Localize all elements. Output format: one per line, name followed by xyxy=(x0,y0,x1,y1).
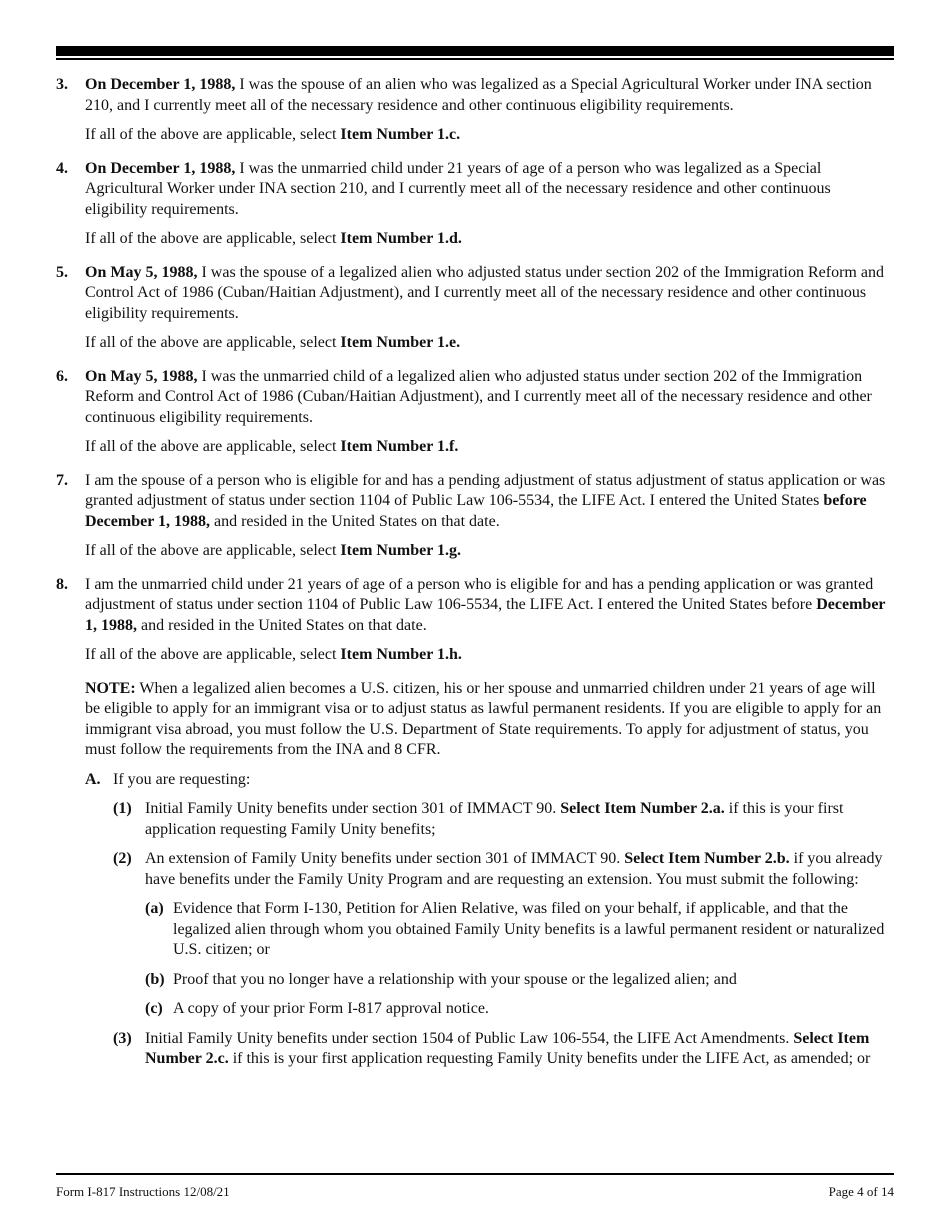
item-date: before December 1, 1988, xyxy=(85,492,867,530)
subitem-label: (2) xyxy=(113,850,132,867)
item-number: 6. xyxy=(56,367,68,385)
item-body: I was the unmarried child of a legalized alien who adjusted status under section 202 of the Immigration Reform and Control Act of 1986 (Cuban/Haitian Adjustment), and I currently meet all of the necessary residence and other continuous eligibility requirements. xyxy=(85,367,872,426)
subitem-text: Evidence that Form I-130, Petition for Alien Relative, was filed on your behalf, if applicable, and that the legalized alien through whom you obtained Family Unity benefits is a lawful permanent resident or naturalized U.S. citizen; or xyxy=(173,900,885,958)
subitem-text xyxy=(145,799,894,840)
footer-page-number: Page 4 of 14 xyxy=(828,1184,894,1199)
document-body xyxy=(56,75,894,1079)
subitem-2 xyxy=(113,849,894,890)
list-item-5 xyxy=(56,263,894,325)
select-item-ref: Item Number 1.g. xyxy=(340,542,461,559)
subitem-text: A copy of your prior Form I-817 approval notice. xyxy=(173,1000,489,1017)
subitem-label: (c) xyxy=(145,1000,163,1017)
select-instruction xyxy=(85,333,894,354)
subitem-2b xyxy=(145,970,894,991)
item-date: December 1, 1988, xyxy=(85,596,886,634)
subitem-text xyxy=(145,1029,894,1070)
subitem-text xyxy=(145,849,894,890)
list-item-4 xyxy=(56,159,894,221)
item-text xyxy=(85,575,894,637)
item-text xyxy=(85,367,894,429)
select-item-ref: Item Number 1.e. xyxy=(340,334,461,351)
item-number: 8. xyxy=(56,575,68,593)
select-item-ref: Select Item Number 2.a. xyxy=(560,800,725,817)
subitem-body: Initial Family Unity benefits under section 301 of IMMACT 90. xyxy=(145,800,561,817)
item-text xyxy=(85,75,894,116)
top-rule xyxy=(56,46,894,56)
item-text xyxy=(85,471,894,533)
section-text: If you are requesting: xyxy=(113,770,251,788)
note-text: When a legalized alien becomes a U.S. citizen, his or her spouse and unmarried children under 21 years of age will be eligible to apply for an immigrant visa or to adjust status as lawful permanent residents. If you are eligible to apply for an immigrant visa abroad, you must follow the U.S. Department of State requirements. To apply for adjustment of status, you must follow the requirements from the INA and 8 CFR. xyxy=(85,679,882,758)
subitem-text: Proof that you no longer have a relationship with your spouse or the legalized alien; and xyxy=(173,970,737,988)
subitem-body-end: if you already have benefits under the Family Unity Program and are requesting an extension. You must submit the following: xyxy=(145,850,883,888)
select-text: If all of the above are applicable, select xyxy=(85,230,341,247)
subitem-body: Initial Family Unity benefits under section 1504 of Public Law 106-554, the LIFE Act Amendments. xyxy=(145,1029,794,1047)
item-number: 7. xyxy=(56,471,68,489)
subitem-label: (3) xyxy=(113,1029,132,1047)
item-date: On December 1, 1988, xyxy=(85,76,236,93)
section-a xyxy=(85,770,894,791)
select-instruction xyxy=(85,125,894,146)
select-text: If all of the above are applicable, select xyxy=(85,334,341,351)
item-number: 3. xyxy=(56,76,68,93)
select-instruction xyxy=(85,541,894,562)
item-number: 5. xyxy=(56,263,68,281)
select-item-ref: Item Number 1.d. xyxy=(340,230,462,247)
select-text: If all of the above are applicable, select xyxy=(85,438,341,455)
select-instruction xyxy=(85,437,894,458)
select-text: If all of the above are applicable, select xyxy=(85,126,341,143)
subitem-3 xyxy=(113,1029,894,1070)
item-text xyxy=(85,159,894,221)
subitem-2c xyxy=(145,999,894,1020)
subitem-label: (1) xyxy=(113,800,132,817)
subitem-body-end: if this is your first application requesting Family Unity benefits under the LIFE Act, as amended; or xyxy=(228,1050,871,1067)
subitem-body-end: if this is your first application requesting Family Unity benefits; xyxy=(145,800,844,838)
select-item-ref: Select Item Number 2.c. xyxy=(145,1029,870,1067)
list-item-6 xyxy=(56,367,894,429)
footer-form-id: Form I-817 Instructions 12/08/21 xyxy=(56,1184,230,1199)
item-body: I was the spouse of an alien who was legalized as a Special Agricultural Worker under INA section 210, and I currently meet all of the necessary residence and other continuous eligibility requirements. xyxy=(85,76,872,114)
item-number: 4. xyxy=(56,159,68,177)
list-item-7 xyxy=(56,471,894,533)
select-item-ref: Item Number 1.c. xyxy=(340,126,461,143)
select-instruction xyxy=(85,229,894,250)
select-text: If all of the above are applicable, select xyxy=(85,646,341,663)
item-date: On December 1, 1988, xyxy=(85,159,236,177)
item-date: On May 5, 1988, xyxy=(85,367,198,385)
section-label: A. xyxy=(85,770,101,788)
item-date: On May 5, 1988, xyxy=(85,263,198,281)
item-body: I am the spouse of a person who is eligible for and has a pending adjustment of status adjustment of status application or was granted adjustment of status under section 1104 of Public Law 106-5534, the LIFE Act. I entered the United States xyxy=(85,471,886,509)
select-item-ref: Item Number 1.f. xyxy=(340,438,459,455)
subitem-2a xyxy=(145,899,894,961)
select-item-ref: Item Number 1.h. xyxy=(340,646,462,663)
item-body-end: and resided in the United States on that date. xyxy=(210,512,500,530)
select-item-ref: Select Item Number 2.b. xyxy=(624,850,790,867)
list-item-8 xyxy=(56,575,894,637)
item-text xyxy=(85,263,894,325)
subitem-1 xyxy=(113,799,894,840)
item-body: I was the unmarried child under 21 years of age of a person who was legalized as a Special Agricultural Worker under INA section 210, and I currently meet all of the necessary residence and other continuous eligibility requirements. xyxy=(85,159,831,218)
select-text: If all of the above are applicable, select xyxy=(85,542,341,559)
item-body: I am the unmarried child under 21 years of age of a person who is eligible for and has a pending application or was granted adjustment of status under section 1104 of Public Law 106-5534, the LIFE Act. I entered the United States before xyxy=(85,575,874,613)
list-item-3 xyxy=(56,75,894,116)
bottom-rule xyxy=(56,1173,894,1175)
select-instruction xyxy=(85,645,894,666)
item-body-end: and resided in the United States on that date. xyxy=(137,616,427,634)
subitem-label: (b) xyxy=(145,970,165,988)
note-paragraph xyxy=(85,679,894,761)
item-body: I was the spouse of a legalized alien who adjusted status under section 202 of the Immigration Reform and Control Act of 1986 (Cuban/Haitian Adjustment), and I currently meet all of the necessary residence and other continuous eligibility requirements. xyxy=(85,263,884,322)
note-label: NOTE: xyxy=(85,679,136,697)
subitem-label: (a) xyxy=(145,900,164,917)
subitem-body: An extension of Family Unity benefits under section 301 of IMMACT 90. xyxy=(145,850,625,867)
